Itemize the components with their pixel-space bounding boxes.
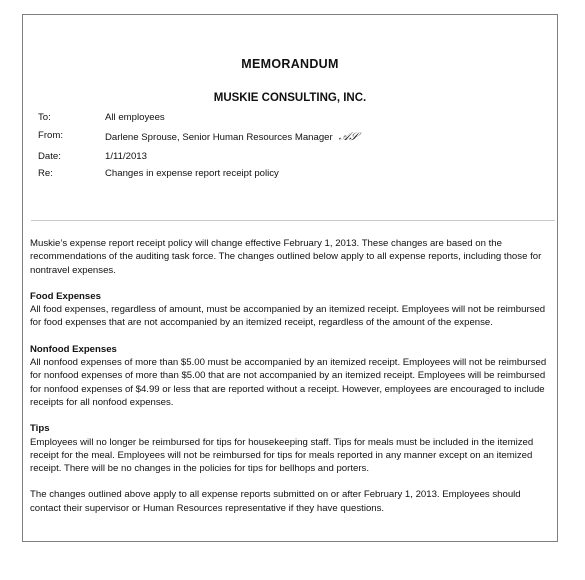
nonfood-heading: Nonfood Expenses <box>30 343 117 355</box>
nonfood-paragraph: All nonfood expenses of more than $5.00 must be accompanied by an itemized receipt. Employees will not be reimbursed for nonfood expenses of more than $5.00 that are not accompanied by an itemized receipt. Employees will be reimbursed for nonfood expenses of $4.99 or less that are reported without a receipt. However, employees are encouraged to include receipts for all nonfood expenses. <box>30 357 547 408</box>
to-value: All employees <box>105 112 165 123</box>
intro-paragraph: Muskie’s expense report receipt policy will change effective February 1, 2013. These changes are based on the recommendations of the auditing task force. The changes outlined below apply to all expense reports, including those for nontravel expenses. <box>30 238 542 276</box>
memo-title: MEMORANDUM <box>241 57 339 71</box>
company-name: MUSKIE CONSULTING, INC. <box>213 92 367 104</box>
from-value: Darlene Sprouse, Senior Human Resources Manager <box>105 132 333 143</box>
date-label: Date: <box>38 151 61 162</box>
tips-paragraph: Employees will no longer be reimbursed for tips for housekeeping staff. Tips for meals must be included in the itemized receipt for the meal. Employees will not be reimbursed for tips for meals reported in any manner except on an itemized receipt. There will be no changes in the policies for tips for bellhops and porters. <box>30 436 534 475</box>
re-label: Re: <box>38 168 53 179</box>
to-label: To: <box>38 112 51 123</box>
closing-paragraph: The changes outlined above apply to all expense reports submitted on or after February 1, 2013. Employees should contact their supervisor or Human Resources representative if they have questions. <box>30 489 521 514</box>
from-label: From: <box>38 130 64 141</box>
memo-page <box>22 14 558 542</box>
food-paragraph: All food expenses, regardless of amount, must be accompanied by an itemized receipt. Employees will not be reimbursed for food expenses that are not accompanied by an itemized receipt, regardless of the amount of the expense. <box>30 304 546 329</box>
initials-signature: 𝒜𝒮 <box>337 130 359 143</box>
date-value: 1/11/2013 <box>105 151 147 162</box>
tips-heading: Tips <box>30 423 50 435</box>
from-value-wrap <box>105 130 358 144</box>
memo-body <box>30 237 551 515</box>
re-value: Changes in expense report receipt policy <box>105 168 279 179</box>
header-divider <box>31 220 555 221</box>
food-heading: Food Expenses <box>30 290 101 302</box>
